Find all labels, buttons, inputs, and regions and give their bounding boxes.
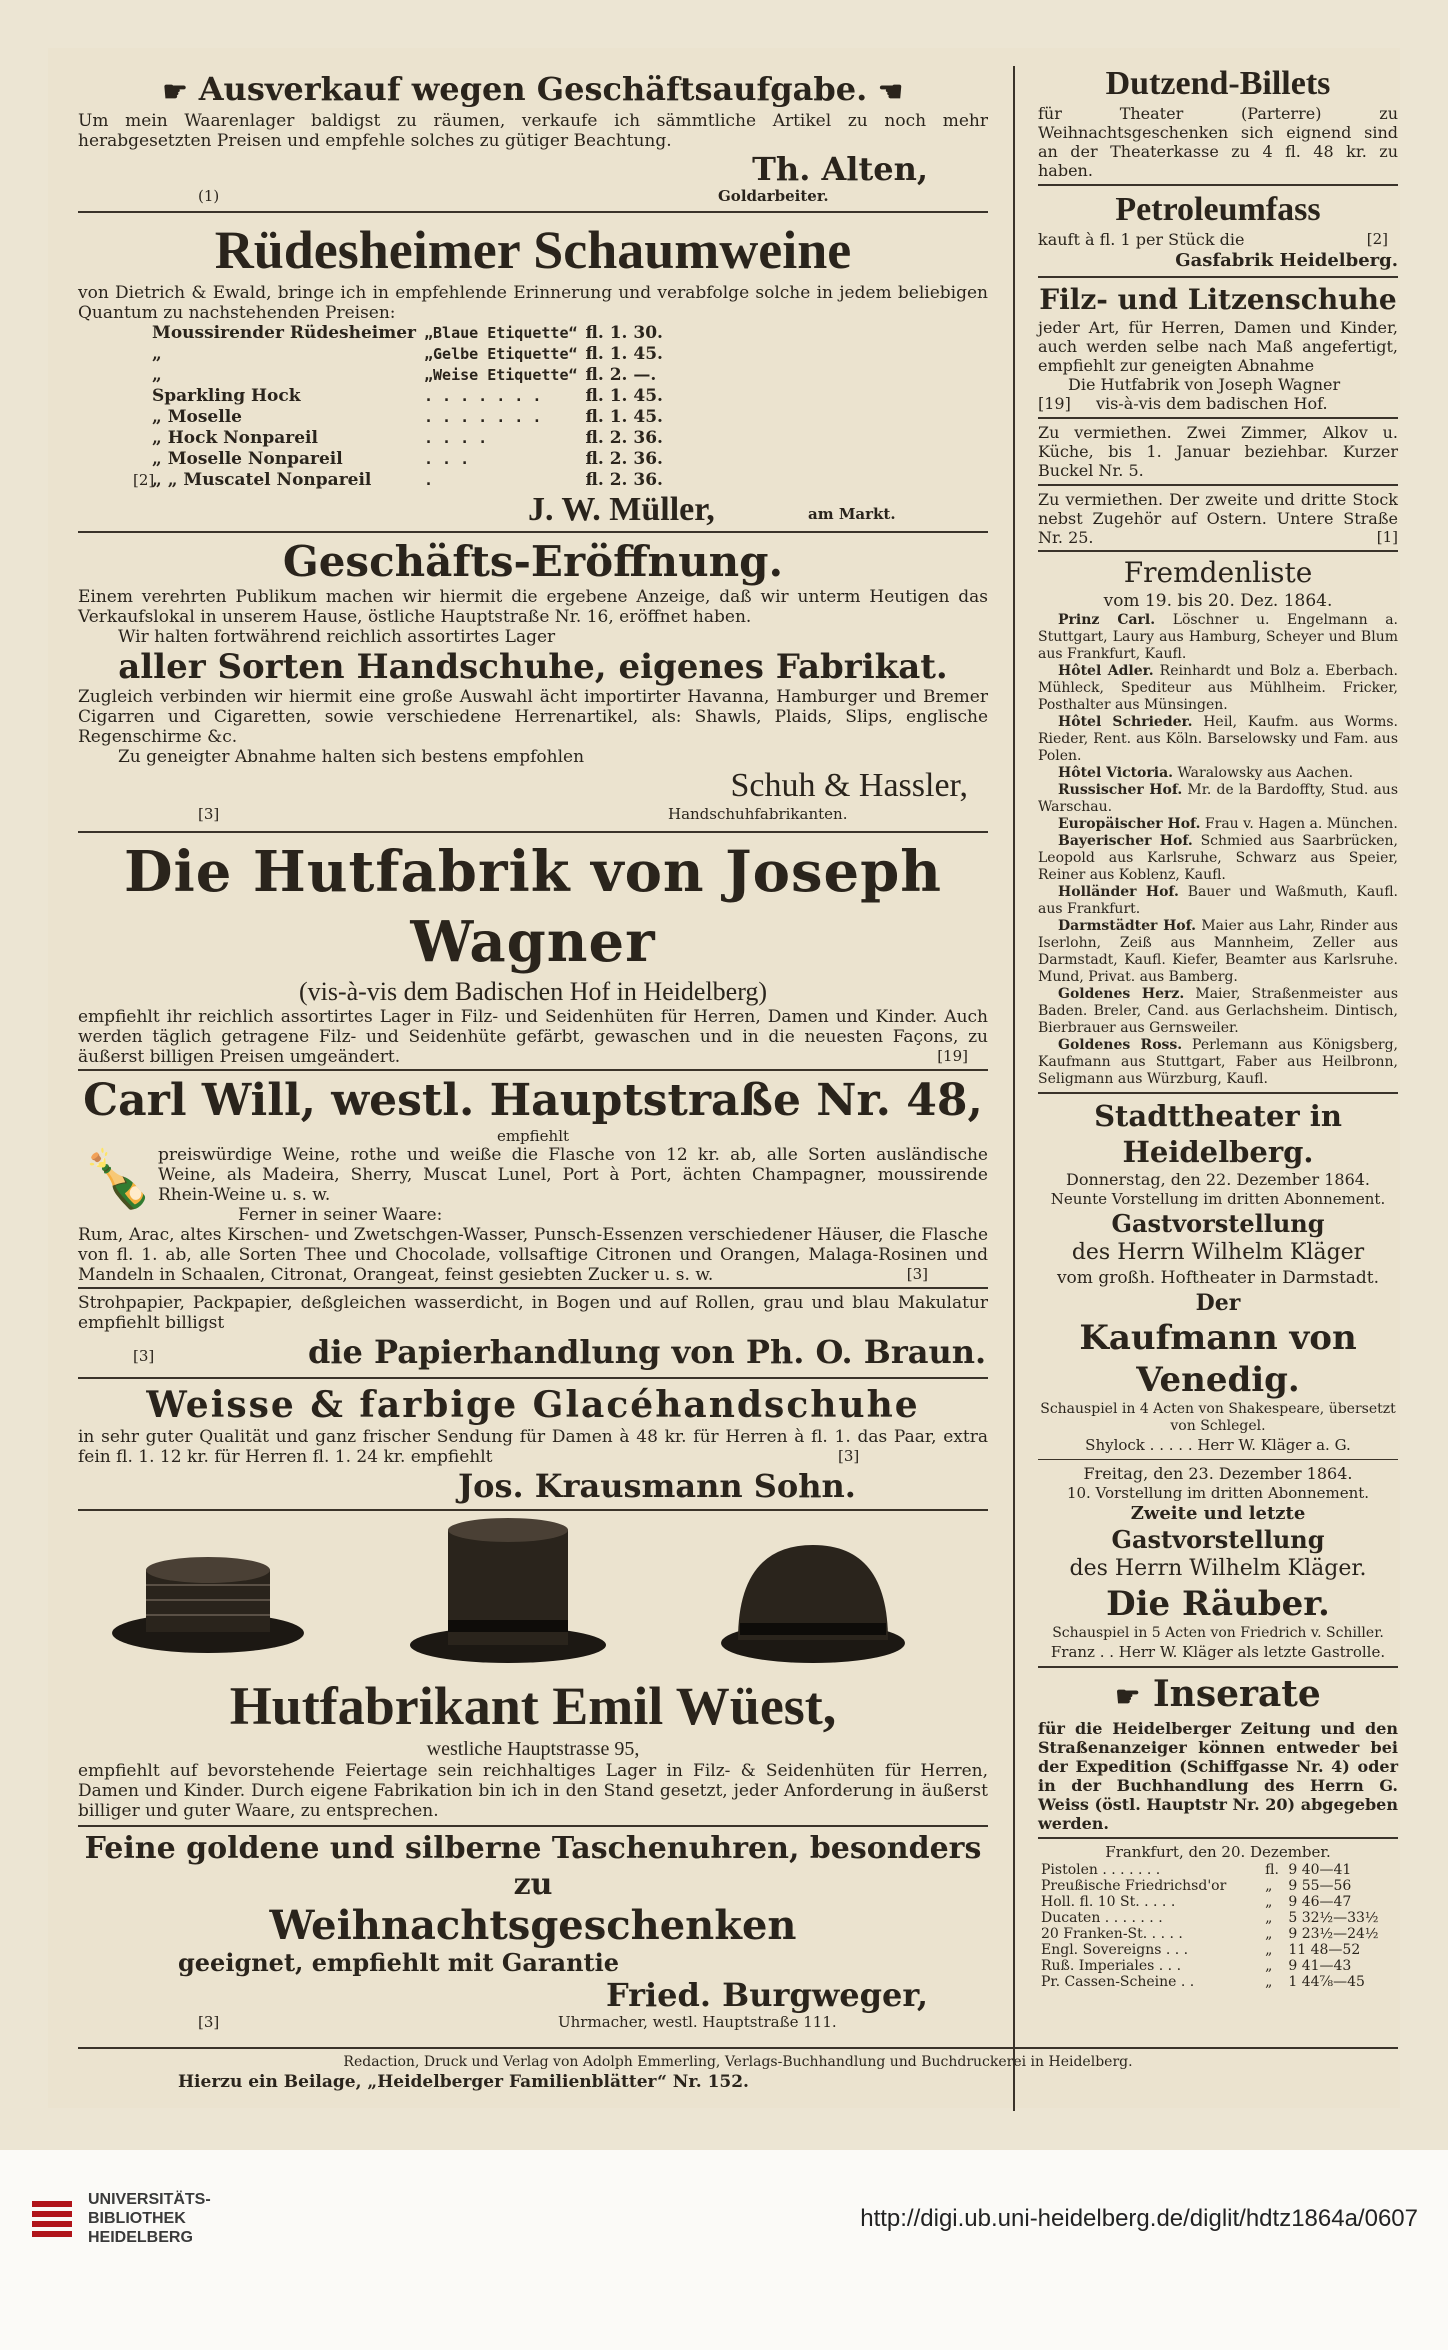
guest-entry [1038,918,1398,986]
ad-number: [19] [1038,394,1071,413]
guest-names: Perlemann aus Königsberg, Kaufmann aus Stuttgart, Faber aus Heilbronn, Seligmann aus Würzburg, Kaufl. [1038,1037,1399,1087]
ad-text: Zu vermiethen. Der zweite und dritte Stock nebst Zugehör auf Ostern. Untere Straße Nr. 25. [1038,490,1398,547]
rate-row [1038,1878,1398,1894]
ad-number: [1] [1376,528,1398,546]
rate-cell-v: 11 48—52 [1288,1942,1361,1958]
hotel-name: Hôtel Adler. [1058,663,1154,679]
hotel-name: Goldenes Ross. [1058,1037,1183,1053]
guest-names: Maier aus Lahr, Rinder aus Iserlohn, Zeiß aus Mannheim, Zeller aus Darmstadt, Kaufl. Kiefer, Beamter aus Karlsruhe. Mund, Privat. aus Bamberg. [1038,918,1398,985]
guest-entry [1038,986,1398,1037]
ad-signature: Schuh & Hassler, [730,766,968,804]
price-cell-a: „ „ Muscatel Nonpareil [152,469,372,490]
ad-title: Petroleumfass [1115,191,1321,228]
viewer-footer [0,2150,1448,2350]
pointing-hand-icon: ☛ [162,74,188,108]
rate-cell-a: Preußische Friedrichsd'or [1041,1878,1227,1894]
rate-cell-a: Pr. Cassen-Scheine . . [1041,1974,1195,1990]
rate-cell-v: 9 23½—24½ [1288,1926,1379,1942]
rate-cell-v: 9 55—56 [1288,1878,1352,1894]
rate-cell-v: 9 40—41 [1288,1862,1352,1878]
imprint [78,2043,1398,2093]
price-cell-p: fl. 1. 45. [585,343,663,364]
price-cell-b: . [423,470,434,489]
hat-icon [108,1545,308,1655]
performance-note: 10. Vorstellung im dritten Abonnement. [1066,1484,1370,1502]
rate-row [1038,1926,1398,1942]
ad-hutfabrik-wagner [78,837,988,1071]
stadttheater [1038,1098,1398,1668]
ad-text: Zugleich verbinden wir hiermit eine große Auswahl ächt importirter Havanna, Hamburger und Bremer Cigarren und Cigaretten, sowie verschiedene Herrenartikel, als: Shawls, Plaids, Slips, englische Regenschirme &c. [78,686,988,747]
guest-names: Frau v. Hagen a. München. [1204,816,1398,832]
rate-row [1038,1958,1398,1974]
price-cell-p: fl. 2. 36. [585,469,663,490]
ad-carl-will [78,1075,988,1289]
performance-date: Freitag, den 23. Dezember 1864. [1083,1464,1353,1483]
price-cell-p: fl. 2. 36. [585,427,663,448]
library-logo-icon [30,2195,78,2243]
hotel-name: Holländer Hof. [1058,884,1179,900]
price-row [148,365,667,386]
guest-entry [1038,765,1398,782]
guest-performance: Gastvorstellung [1111,1209,1325,1238]
guest-names: Waralowsky aus Aachen. [1177,765,1354,781]
guest-origin: vom großh. Hoftheater in Darmstadt. [1056,1268,1380,1288]
guest-entry [1038,816,1398,833]
hotel-name: Prinz Carl. [1058,612,1156,628]
guest-entry [1038,714,1398,765]
guest-name: des Herrn Wilhelm Kläger [1071,1240,1365,1265]
price-list [148,323,667,491]
performance-date: Donnerstag, den 22. Dezember 1864. [1065,1170,1371,1189]
guest-entry [1038,1037,1398,1088]
ad-schaumweine [78,217,988,533]
guest-entry [1038,884,1398,918]
logo-line: HEIDELBERG [88,2229,193,2246]
permalink[interactable]: http://digi.ub.uni-heidelberg.de/diglit/hdtz1864a/0607 [860,2205,1418,2232]
price-row [148,470,667,491]
price-cell-p: fl. 2. —. [585,364,657,385]
ad-text: Die Hutfabrik von Joseph Wagner [1068,375,1341,394]
ad-signature: Fried. Burgweger, [605,1975,928,2014]
price-cell-p: fl. 1. 30. [585,322,663,343]
imprint-line: Redaction, Druck und Verlag von Adolph Emmerling, Verlags-Buchhandlung und Buchdruckerei in Heidelberg. [343,2054,1133,2070]
price-cell-a: „ Moselle [152,406,242,427]
guest-entry [1038,612,1398,663]
guest-names: Mr. de la Bardoffty, Stud. aus Warschau. [1038,782,1398,815]
ad-dutzend-billets [1038,64,1398,186]
price-row [148,449,667,470]
pointing-hand-icon: ☛ [878,74,904,108]
ad-title: Weihnachtsgeschenken [269,1901,797,1949]
ad-emil-wueest [78,1515,988,1827]
inserate [1038,1672,1398,1839]
hat-icon [408,1515,608,1665]
ad-burgweger [78,1831,988,2035]
right-column [1038,48,1398,1990]
rates-table [1038,1862,1398,1990]
ad-headline: Feine goldene und silberne Taschenuhren, besonders zu [84,1830,982,1902]
guest-names: Reinhardt und Bolz a. Eberbach. Mühleck, Spediteur aus Mühlheim. Fricker, Posthalter aus Münsingen. [1038,663,1398,713]
ad-role: Handschuhfabrikanten. [668,804,848,823]
rate-cell-c: „ [1265,1926,1273,1942]
price-cell-a: Sparkling Hock [152,385,301,406]
ad-text: von Dietrich & Ewald, bringe ich in empfehlende Erinnerung und verabfolge solche in jedem beliebigen Quantum zu nachstehenden Preisen: [78,282,988,323]
ad-number: [3] [906,1264,928,1283]
ad-text: Ferner in seiner Waare: [238,1204,443,1225]
ad-text: vis-à-vis dem badischen Hof. [1095,394,1328,413]
ad-text: in sehr guter Qualität und ganz frischer Sendung für Damen à 48 kr. für Herren à fl. 1. das Paar, extra fein fl. 1. 12 kr. für Herren fl. 1. 24 kr. empfiehlt [78,1426,988,1467]
guest-entry [1038,663,1398,714]
hotel-name: Bayerischer Hof. [1058,833,1193,849]
hat-icon [718,1535,908,1665]
play-title: Kaufmann von Venedig. [1079,1318,1357,1400]
hotel-name: Russischer Hof. [1058,782,1183,798]
rate-cell-c: „ [1265,1942,1273,1958]
ad-number: [3] [198,804,220,823]
ad-role: Uhrmacher, westl. Hauptstraße 111. [558,2012,837,2031]
logo-line: BIBLIOTHEK [88,2210,186,2227]
rate-row [1038,1910,1398,1926]
rate-cell-a: 20 Franken-St. . . . . [1041,1926,1183,1942]
ad-number: [3] [838,1446,860,1465]
price-cell-a: „ Moselle Nonpareil [152,448,343,469]
rate-row [1038,1862,1398,1878]
section-title: Inserate [1152,1673,1321,1715]
rate-cell-a: Holl. fl. 10 St. . . . . [1041,1894,1176,1910]
hotel-name: Darmstädter Hof. [1058,918,1197,934]
ad-signature: Jos. Krausmann Sohn. [458,1466,856,1505]
ad-text: für Theater (Parterre) zu Weihnachtsgeschenken sich eignend sind an der Theaterkasse zu 4 fl. 48 kr. zu haben. [1038,104,1398,180]
ad-text: jeder Art, für Herren, Damen und Kinder, auch werden selbe nach Maß angefertigt, empfiehlt zur geneigten Abnahme [1038,318,1398,375]
ad-role: Goldarbeiter. [718,186,829,205]
ad-filzschuhe [1038,282,1398,419]
price-cell-a: „ [152,343,162,364]
price-cell-p: fl. 1. 45. [585,385,663,406]
ad-place: am Markt. [808,504,896,523]
ad-subtitle: empfiehlt [496,1126,570,1145]
ad-title: Ausverkauf wegen Geschäftsaufgabe. [198,70,868,108]
ad-ausverkauf [78,70,988,213]
ad-title: Carl Will, westl. Hauptstraße Nr. 48, [83,1074,983,1126]
supplement-note: Hierzu ein Beilage, „Heidelberger Familienblätter“ Nr. 152. [178,2072,749,2092]
rate-cell-c: „ [1265,1894,1273,1910]
ad-text: empfiehlt ihr reichlich assortirtes Lager in Filz- und Seidenhüten für Herren, Damen und Kinder. Auch werden täglich getragene Filz- und Seidenhüte gefärbt, gewaschen und in die neuesten Façons, zu äußerst billigen Preisen umgeändert. [78,1006,988,1067]
ad-text: empfiehlt auf bevorstehende Feiertage sein reichhaltiges Lager in Filz- & Seidenhüten für Herren, Damen und Kinder. Durch eigene Fabrikation bin ich in den Stand gesetzt, jeder Anforderung in äußerst billiger und guter Waare, zu entsprechen. [78,1760,988,1821]
guest-names: Heil, Kaufm. aus Worms. Rieder, Rent. aus Köln. Barselowsky und Fam. aus Polen. [1038,714,1398,764]
ad-text: preiswürdige Weine, rothe und weiße die Flasche von 12 kr. ab, alle Sorten ausländische Weine, als Madeira, Sherry, Muscat Lunel, Port à Port, ächten Champagner, moussirende Rhein-Weine u. s. w. [158,1144,988,1205]
ad-text: Einem verehrten Publikum machen wir hiermit die ergebene Anzeige, daß wir unterm Heutigen das Verkaufslokal in unserem Hause, östliche Hauptstraße Nr. 16, eröffnet haben. [78,586,988,627]
ad-text: kauft à fl. 1 per Stück die [1038,230,1245,249]
price-cell-a: Moussirender Rüdesheimer [152,322,416,343]
play-cast: Franz . . Herr W. Kläger als letzte Gastrolle. [1050,1643,1386,1661]
ad-subtitle: westliche Hauptstrasse 95, [426,1737,640,1760]
ad-glacehandschuhe [78,1383,988,1511]
rate-cell-c: „ [1265,1910,1273,1926]
play-description: Schauspiel in 4 Acten von Shakespeare, übersetzt von Schlegel. [1040,1401,1396,1434]
ad-papierhandlung [78,1293,988,1379]
section-title: Frankfurt, den 20. Dezember. [1105,1843,1331,1861]
rate-cell-v: 9 41—43 [1288,1958,1352,1974]
guest-entry [1038,782,1398,816]
ad-title: Dutzend-Billets [1105,65,1331,102]
rate-cell-v: 9 46—47 [1288,1894,1352,1910]
play-cast: Shylock . . . . . Herr W. Kläger a. G. [1085,1436,1351,1454]
wine-bottle-icon: 🍾 [83,1146,153,1212]
ad-title: Hutfabrikant Emil Wüest, [229,1675,837,1736]
ad-text: Zu geneigter Abnahme halten sich bestens empfohlen [118,746,585,767]
price-cell-b: „Weise Etiquette“ [423,365,578,384]
guest-names: Maier, Straßenmeister aus Baden. Breler, Cand. aus Gerlachsheim. Dintisch, Bierbrauer aus Gernsweiler. [1038,986,1398,1036]
price-row [148,344,667,365]
performance-note: Neunte Vorstellung im dritten Abonnement. [1050,1190,1386,1208]
ad-petroleumfass [1038,190,1398,278]
ad-number: [2] [1366,230,1388,248]
exchange-rates [1038,1843,1398,1990]
section-title: Stadttheater in Heidelberg. [1094,1099,1342,1169]
ad-title: Weisse & farbige Glacéhandschuhe [146,1383,920,1426]
hat-illustrations [78,1515,988,1675]
ad-title: Rüdesheimer Schaumweine [214,219,852,280]
ad-text: für die Heidelberger Zeitung und den Straßenanzeiger können entweder bei der Expedition (Schiffgasse Nr. 4) oder in der Buchhandlung des Herrn G. Weiss (östl. Hauptstr Nr. 20) abgegeben werden. [1038,1719,1398,1833]
price-cell-b: . . . . . . . [423,407,542,426]
guest-names: Löschner u. Engelmann a. Stuttgart, Laury aus Hamburg, Scheyer und Blum aus Frankfurt, Kaufl. [1038,612,1398,662]
ad-signature: die Papierhandlung von Ph. O. Braun. [308,1332,987,1371]
rate-cell-c: „ [1265,1958,1273,1974]
rate-cell-a: Ruß. Imperiales . . . [1041,1958,1182,1974]
ad-title: Filz- und Litzenschuhe [1039,283,1397,316]
ad-zu-vermiethen-1 [1038,423,1398,486]
ad-geschaeftseroeffnung [78,537,988,833]
section-date: vom 19. bis 20. Dez. 1864. [1103,591,1333,611]
section-title: Fremdenliste [1123,556,1313,589]
ad-subtitle: (vis-à-vis dem Badischen Hof in Heidelberg) [298,976,768,1006]
guest-performance: Gastvorstellung [1111,1525,1325,1554]
price-cell-b: „Gelbe Etiquette“ [423,344,578,363]
rate-cell-c: „ [1265,1878,1273,1894]
price-cell-b: „Blaue Etiquette“ [423,323,578,342]
ad-text: Um mein Waarenlager baldigst zu räumen, verkaufe ich sämmtliche Artikel zu noch mehr herabgesetzten Preisen und empfehle solches zu gütiger Beachtung. [78,110,988,151]
ad-title: Geschäfts-Eröffnung. [282,536,784,586]
guest-list [1038,612,1398,1088]
fremdenliste [1038,556,1398,1094]
price-row [148,386,667,407]
guest-entry [1038,833,1398,884]
ad-text: Rum, Arac, altes Kirschen- und Zwetschgen-Wasser, Punsch-Essenzen verschiedener Häuser, die Flasche von fl. 1. ab, alle Sorten Thee und Chocolade, vollsaftige Citronen und Orangen, Malaga-Rosinen und Mandeln in Schaalen, Citronat, Orangeat, feinst gesiebten Zucker u. s. w. [78,1224,988,1285]
price-cell-p: fl. 1. 45. [585,406,663,427]
newspaper-sheet [48,48,1400,2108]
play-article: Der [1195,1290,1241,1316]
ad-text: Zu vermiethen. Zwei Zimmer, Alkov u. Küche, bis 1. Januar beziehbar. Kurzer Buckel Nr. 5. [1038,423,1398,480]
price-cell-p: fl. 2. 36. [585,448,663,469]
rate-cell-c: „ [1265,1974,1273,1990]
rate-cell-v: 5 32½—33½ [1288,1910,1379,1926]
ad-signature: J. W. Müller, [528,490,715,528]
ad-number: [2] [133,470,155,489]
play-description: Schauspiel in 5 Acten von Friedrich v. Schiller. [1052,1625,1384,1641]
logo-line: UNIVERSITÄTS- [88,2191,211,2208]
guest-names: Schmied aus Saarbrücken, Leopold aus Karlsruhe, Schwarz aus Speier, Reiner aus Koblenz, Kaufl. [1038,833,1398,883]
column-divider [1013,66,1015,2111]
hotel-name: Hôtel Schrieder. [1058,714,1193,730]
rate-cell-a: Ducaten . . . . . . . [1041,1910,1163,1926]
hotel-name: Goldenes Herz. [1058,986,1185,1002]
ad-number: [3] [198,2012,220,2031]
rate-cell-v: 1 44⅞—45 [1288,1974,1365,1990]
ad-number: (1) [198,186,220,205]
hotel-name: Europäischer Hof. [1058,816,1201,832]
ad-headline: aller Sorten Handschuhe, eigenes Fabrikat. [118,646,948,687]
rate-row [1038,1942,1398,1958]
rate-cell-c: fl. [1265,1862,1279,1878]
ad-number: [19] [937,1046,968,1065]
ad-text: Strohpapier, Packpapier, deßgleichen wasserdicht, in Bogen und auf Rollen, grau und blau Makulatur empfiehlt billigst [78,1292,988,1333]
pointing-hand-icon: ☛ [1115,1680,1141,1713]
ad-number: [3] [133,1346,155,1365]
price-row [148,428,667,449]
left-column [78,48,988,2035]
ad-zu-vermiethen-2 [1038,490,1398,552]
ad-signature: Gasfabrik Heidelberg. [1175,250,1398,271]
rate-row [1038,1894,1398,1910]
price-cell-a: „ Hock Nonpareil [152,427,318,448]
rate-row [1038,1974,1398,1990]
ad-title: Die Hutfabrik von Joseph Wagner [123,838,943,975]
hotel-name: Hôtel Victoria. [1058,765,1174,781]
price-cell-b: . . . . . . . [423,386,542,405]
price-cell-a: „ [152,364,162,385]
ad-signature: Th. Alten, [752,149,928,188]
guest-name: des Herrn Wilhelm Kläger. [1069,1556,1367,1581]
price-row [148,323,667,344]
play-title: Die Räuber. [1106,1584,1330,1624]
ad-text: geeignet, empfiehlt mit Garantie [178,1947,620,1977]
guest-performance-note: Zweite und letzte [1130,1503,1306,1524]
price-cell-b: . . . . [423,428,488,447]
rate-cell-a: Engl. Sovereigns . . . [1041,1942,1189,1958]
guest-names: Bauer und Waßmuth, Kaufl. aus Frankfurt. [1038,884,1398,917]
rate-cell-a: Pistolen . . . . . . . [1041,1862,1161,1878]
price-cell-b: . . . [423,449,470,468]
price-row [148,407,667,428]
ad-text: Wir halten fortwährend reichlich assortirtes Lager [118,626,556,647]
